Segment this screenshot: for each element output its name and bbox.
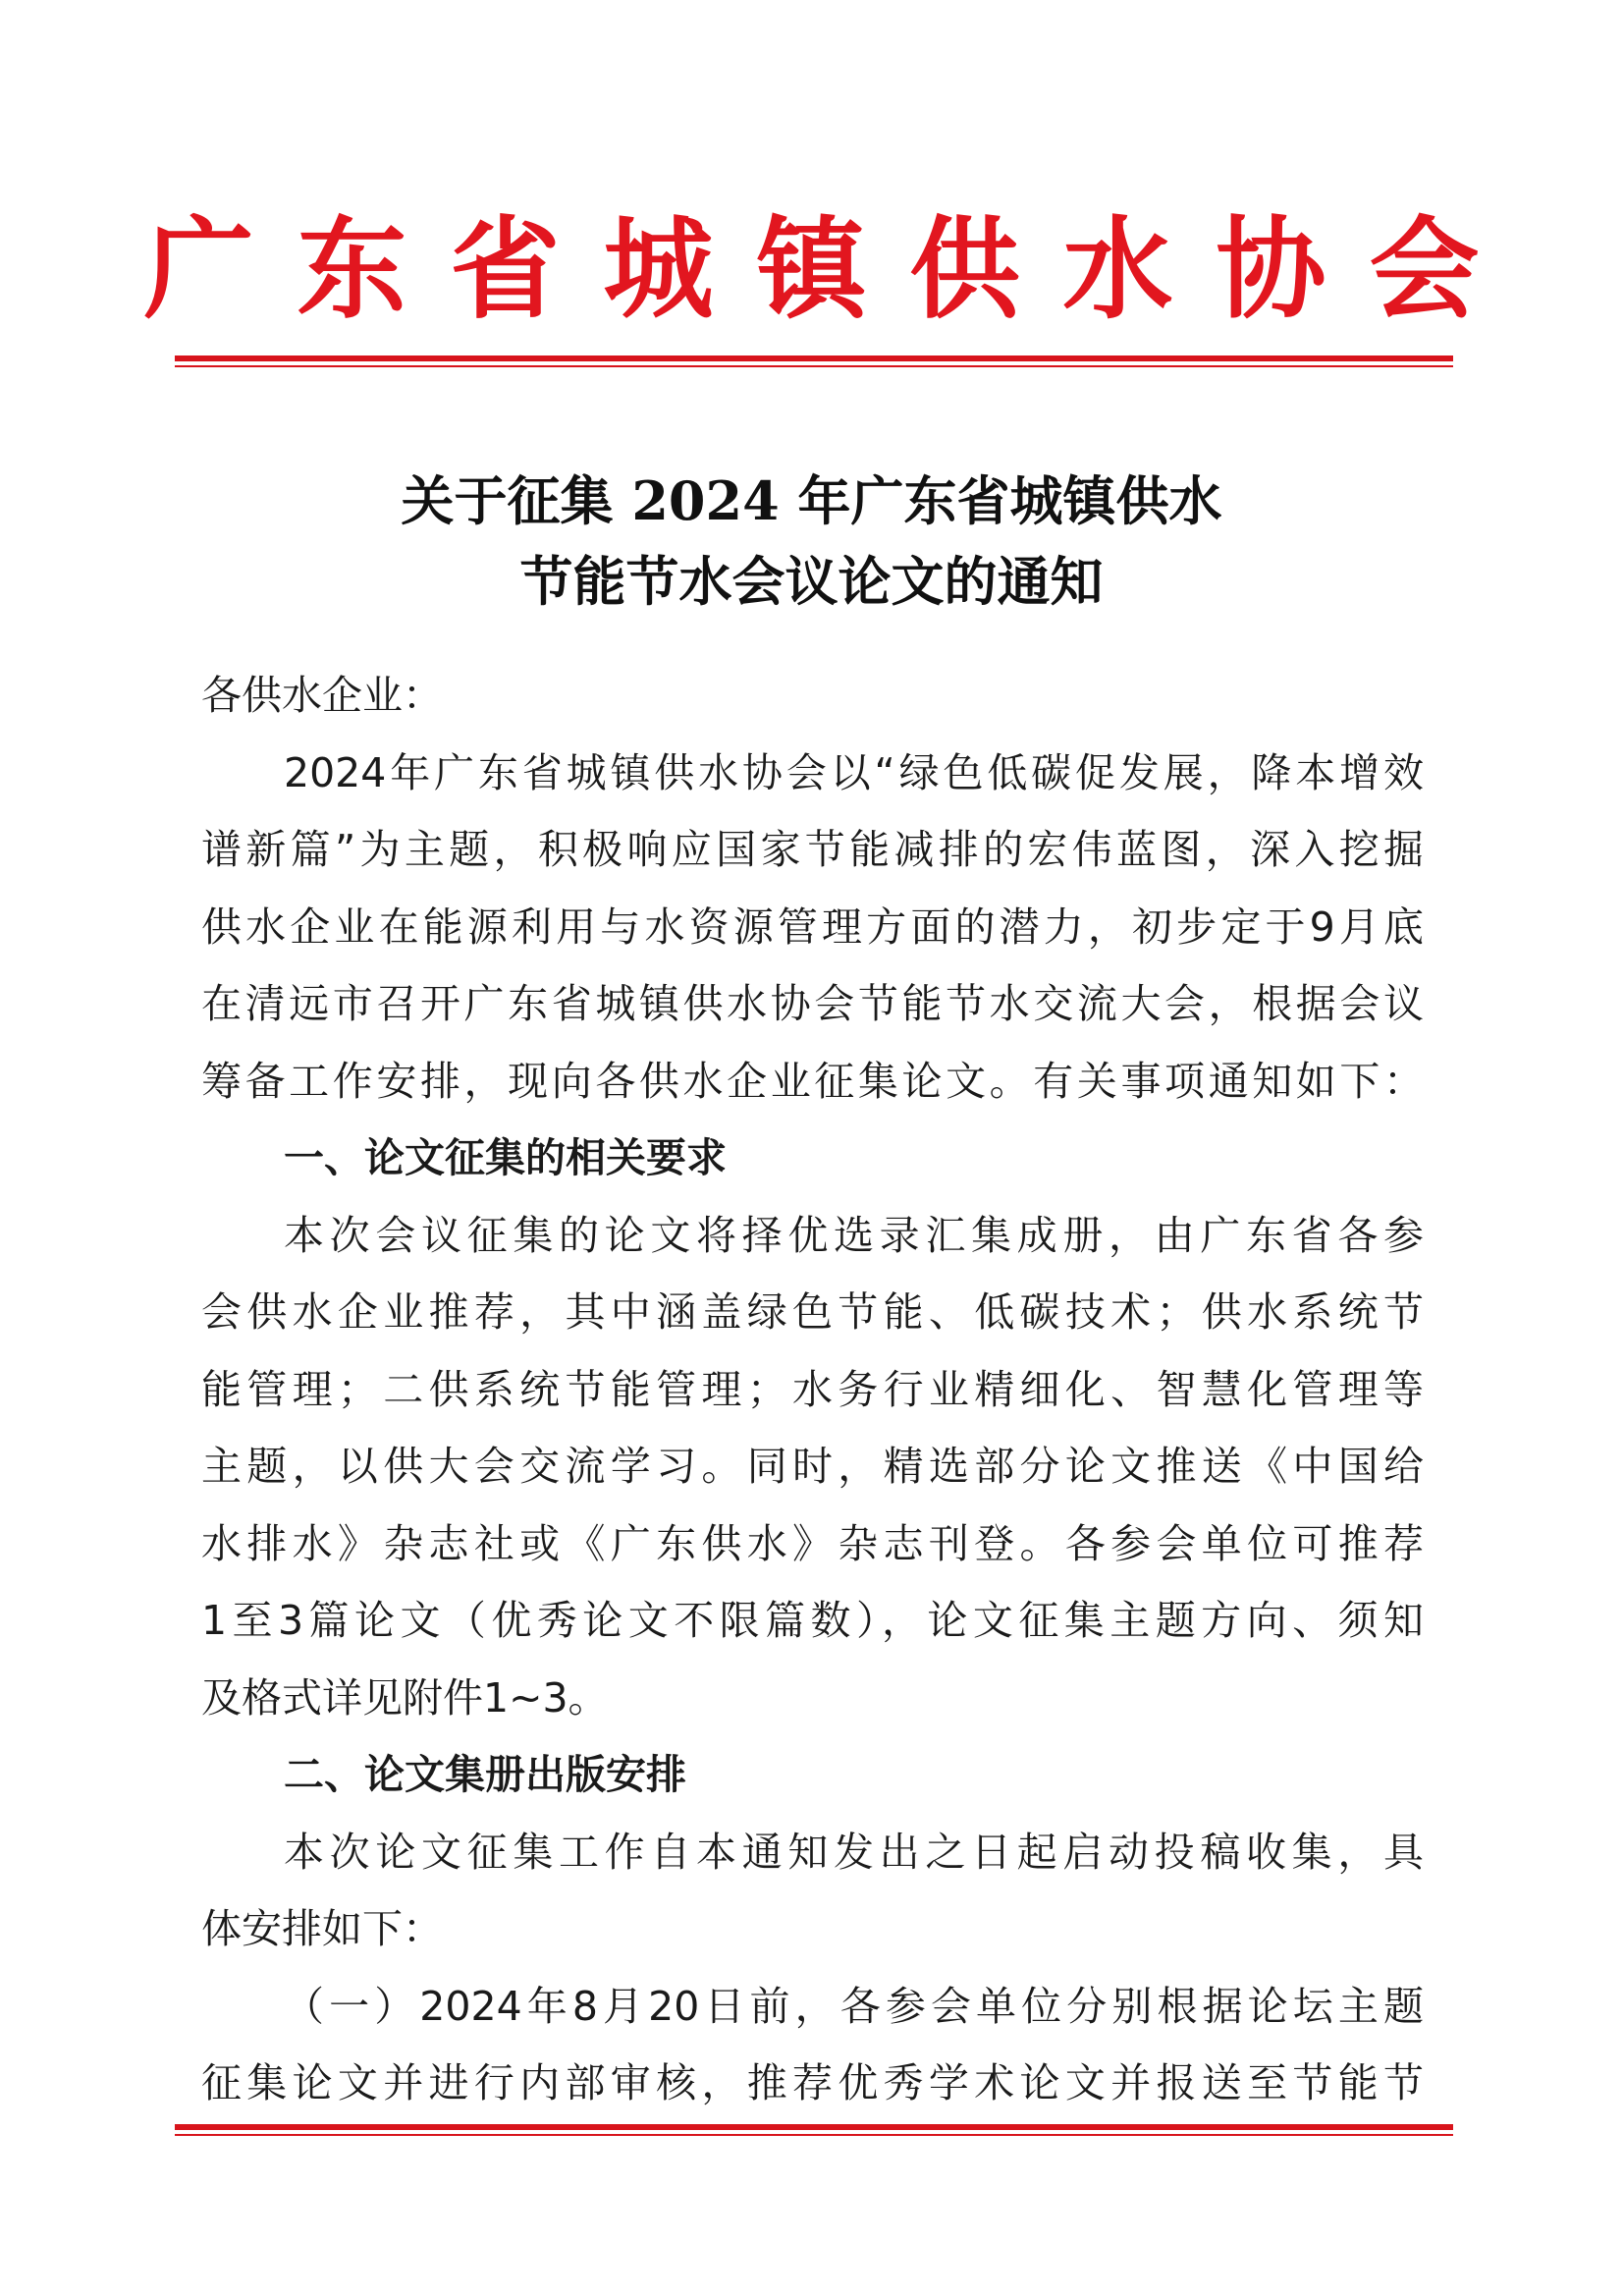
notice-title-line-2: 节能节水会议论文的通知 <box>519 550 1104 613</box>
masthead-org-name: 广东省城镇供水协会 <box>143 206 1523 334</box>
section-heading-2: 二、论文集册出版安排 <box>284 1751 686 1798</box>
body-line: 2024年广东省城镇供水协会以“绿色低碳促发展，降本增效 <box>284 748 1424 796</box>
body-line: 征集论文并进行内部审核，推荐优秀学术论文并报送至节能节 <box>201 2059 1424 2106</box>
body-line: 本次论文征集工作自本通知发出之日起启动投稿收集，具 <box>284 1828 1424 1876</box>
body-line: 水排水》杂志社或《广东供水》杂志刊登。各参会单位可推荐 <box>201 1519 1424 1567</box>
body-line: 谱新篇”为主题，积极响应国家节能减排的宏伟蓝图，深入挖掘 <box>201 826 1424 873</box>
notice-body <box>201 657 1424 2122</box>
body-line: 主题，以供大会交流学习。同时，精选部分论文推送《中国给 <box>201 1443 1424 1490</box>
body-line: （一）2024年8月20日前，各参会单位分别根据论坛主题 <box>284 1982 1424 2030</box>
section-heading-1: 一、论文征集的相关要求 <box>284 1134 727 1181</box>
body-line: 1至3篇论文（优秀论文不限篇数），论文征集主题方向、须知 <box>201 1597 1424 1644</box>
divider-thick-line <box>175 2124 1453 2130</box>
masthead-divider <box>175 355 1453 367</box>
divider-thin-line <box>175 2134 1453 2136</box>
body-line: 能管理；二供系统节能管理；水务行业精细化、智慧化管理等 <box>201 1365 1424 1413</box>
salutation: 各供水企业： <box>201 672 443 719</box>
footer-divider <box>175 2124 1453 2136</box>
divider-thin-line <box>175 365 1453 367</box>
body-line: 体安排如下： <box>201 1905 443 1952</box>
notice-title-line-1: 关于征集 2024 年广东省城镇供水 <box>401 469 1222 532</box>
body-line: 会供水企业推荐，其中涵盖绿色节能、低碳技术；供水系统节 <box>201 1288 1424 1336</box>
body-line: 本次会议征集的论文将择优选录汇集成册，由广东省各参 <box>284 1211 1424 1259</box>
body-line: 供水企业在能源利用与水资源管理方面的潜力，初步定于9月底 <box>201 902 1424 951</box>
body-line: 筹备工作安排，现向各供水企业征集论文。有关事项通知如下： <box>201 1057 1424 1105</box>
divider-thick-line <box>175 355 1453 361</box>
body-line: 及格式详见附件1~3。 <box>201 1673 609 1722</box>
body-line: 在清远市召开广东省城镇供水协会节能节水交流大会，根据会议 <box>201 980 1424 1027</box>
